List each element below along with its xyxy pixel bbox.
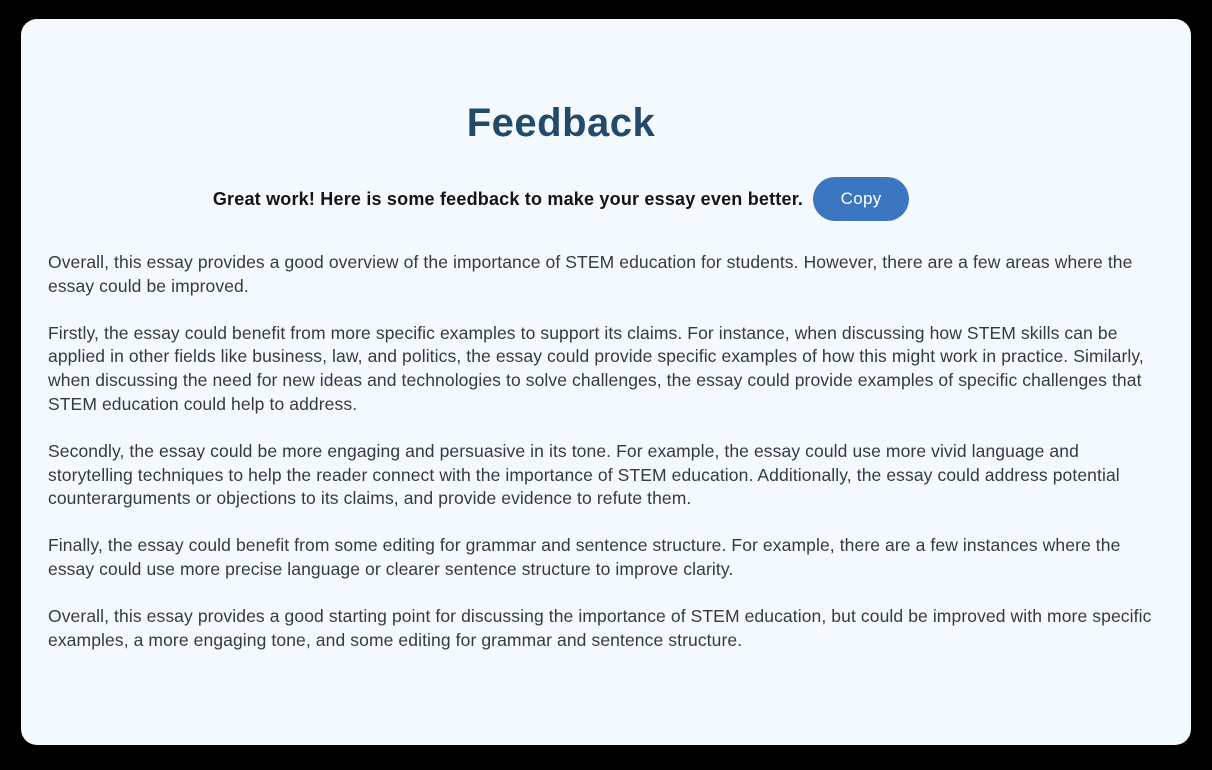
- copy-button[interactable]: Copy: [813, 177, 909, 221]
- feedback-paragraph: Secondly, the essay could be more engaging and persuasive in its tone. For example, the essay could use more vivid language and storytelling techniques to help the reader connect with the importance of STEM education. Additionally, the essay could address potential counterarguments or objections to its claims, and provide evidence to refute them.: [48, 440, 1120, 509]
- subtitle-row: [48, 177, 1074, 221]
- feedback-content: [48, 251, 1164, 652]
- feedback-paragraph: Overall, this essay provides a good starting point for discussing the importance of STEM education, but could be improved with more specific examples, a more engaging tone, and some editing for grammar and sentence structure.: [48, 605, 1152, 650]
- subtitle-text: Great work! Here is some feedback to make your essay even better.: [212, 188, 804, 209]
- feedback-paragraph: Firstly, the essay could benefit from more specific examples to support its claims. For instance, when discussing how STEM skills can be applied in other fields like business, law, and politics, the essay could provide specific examples of how this might work in practice. Similarly, when discussing the need for new ideas and technologies to solve challenges, the essay could provide examples of specific challenges that STEM education could help to address.: [48, 322, 1144, 414]
- feedback-card: [21, 19, 1191, 745]
- feedback-paragraph: Overall, this essay provides a good overview of the importance of STEM education for students. However, there are a few areas where the essay could be improved.: [48, 252, 1133, 296]
- feedback-paragraph: Finally, the essay could benefit from some editing for grammar and sentence structure. For example, there are a few instances where the essay could use more precise language or clearer sentence structure to improve clarity.: [48, 535, 1121, 579]
- page-title: Feedback: [466, 101, 656, 145]
